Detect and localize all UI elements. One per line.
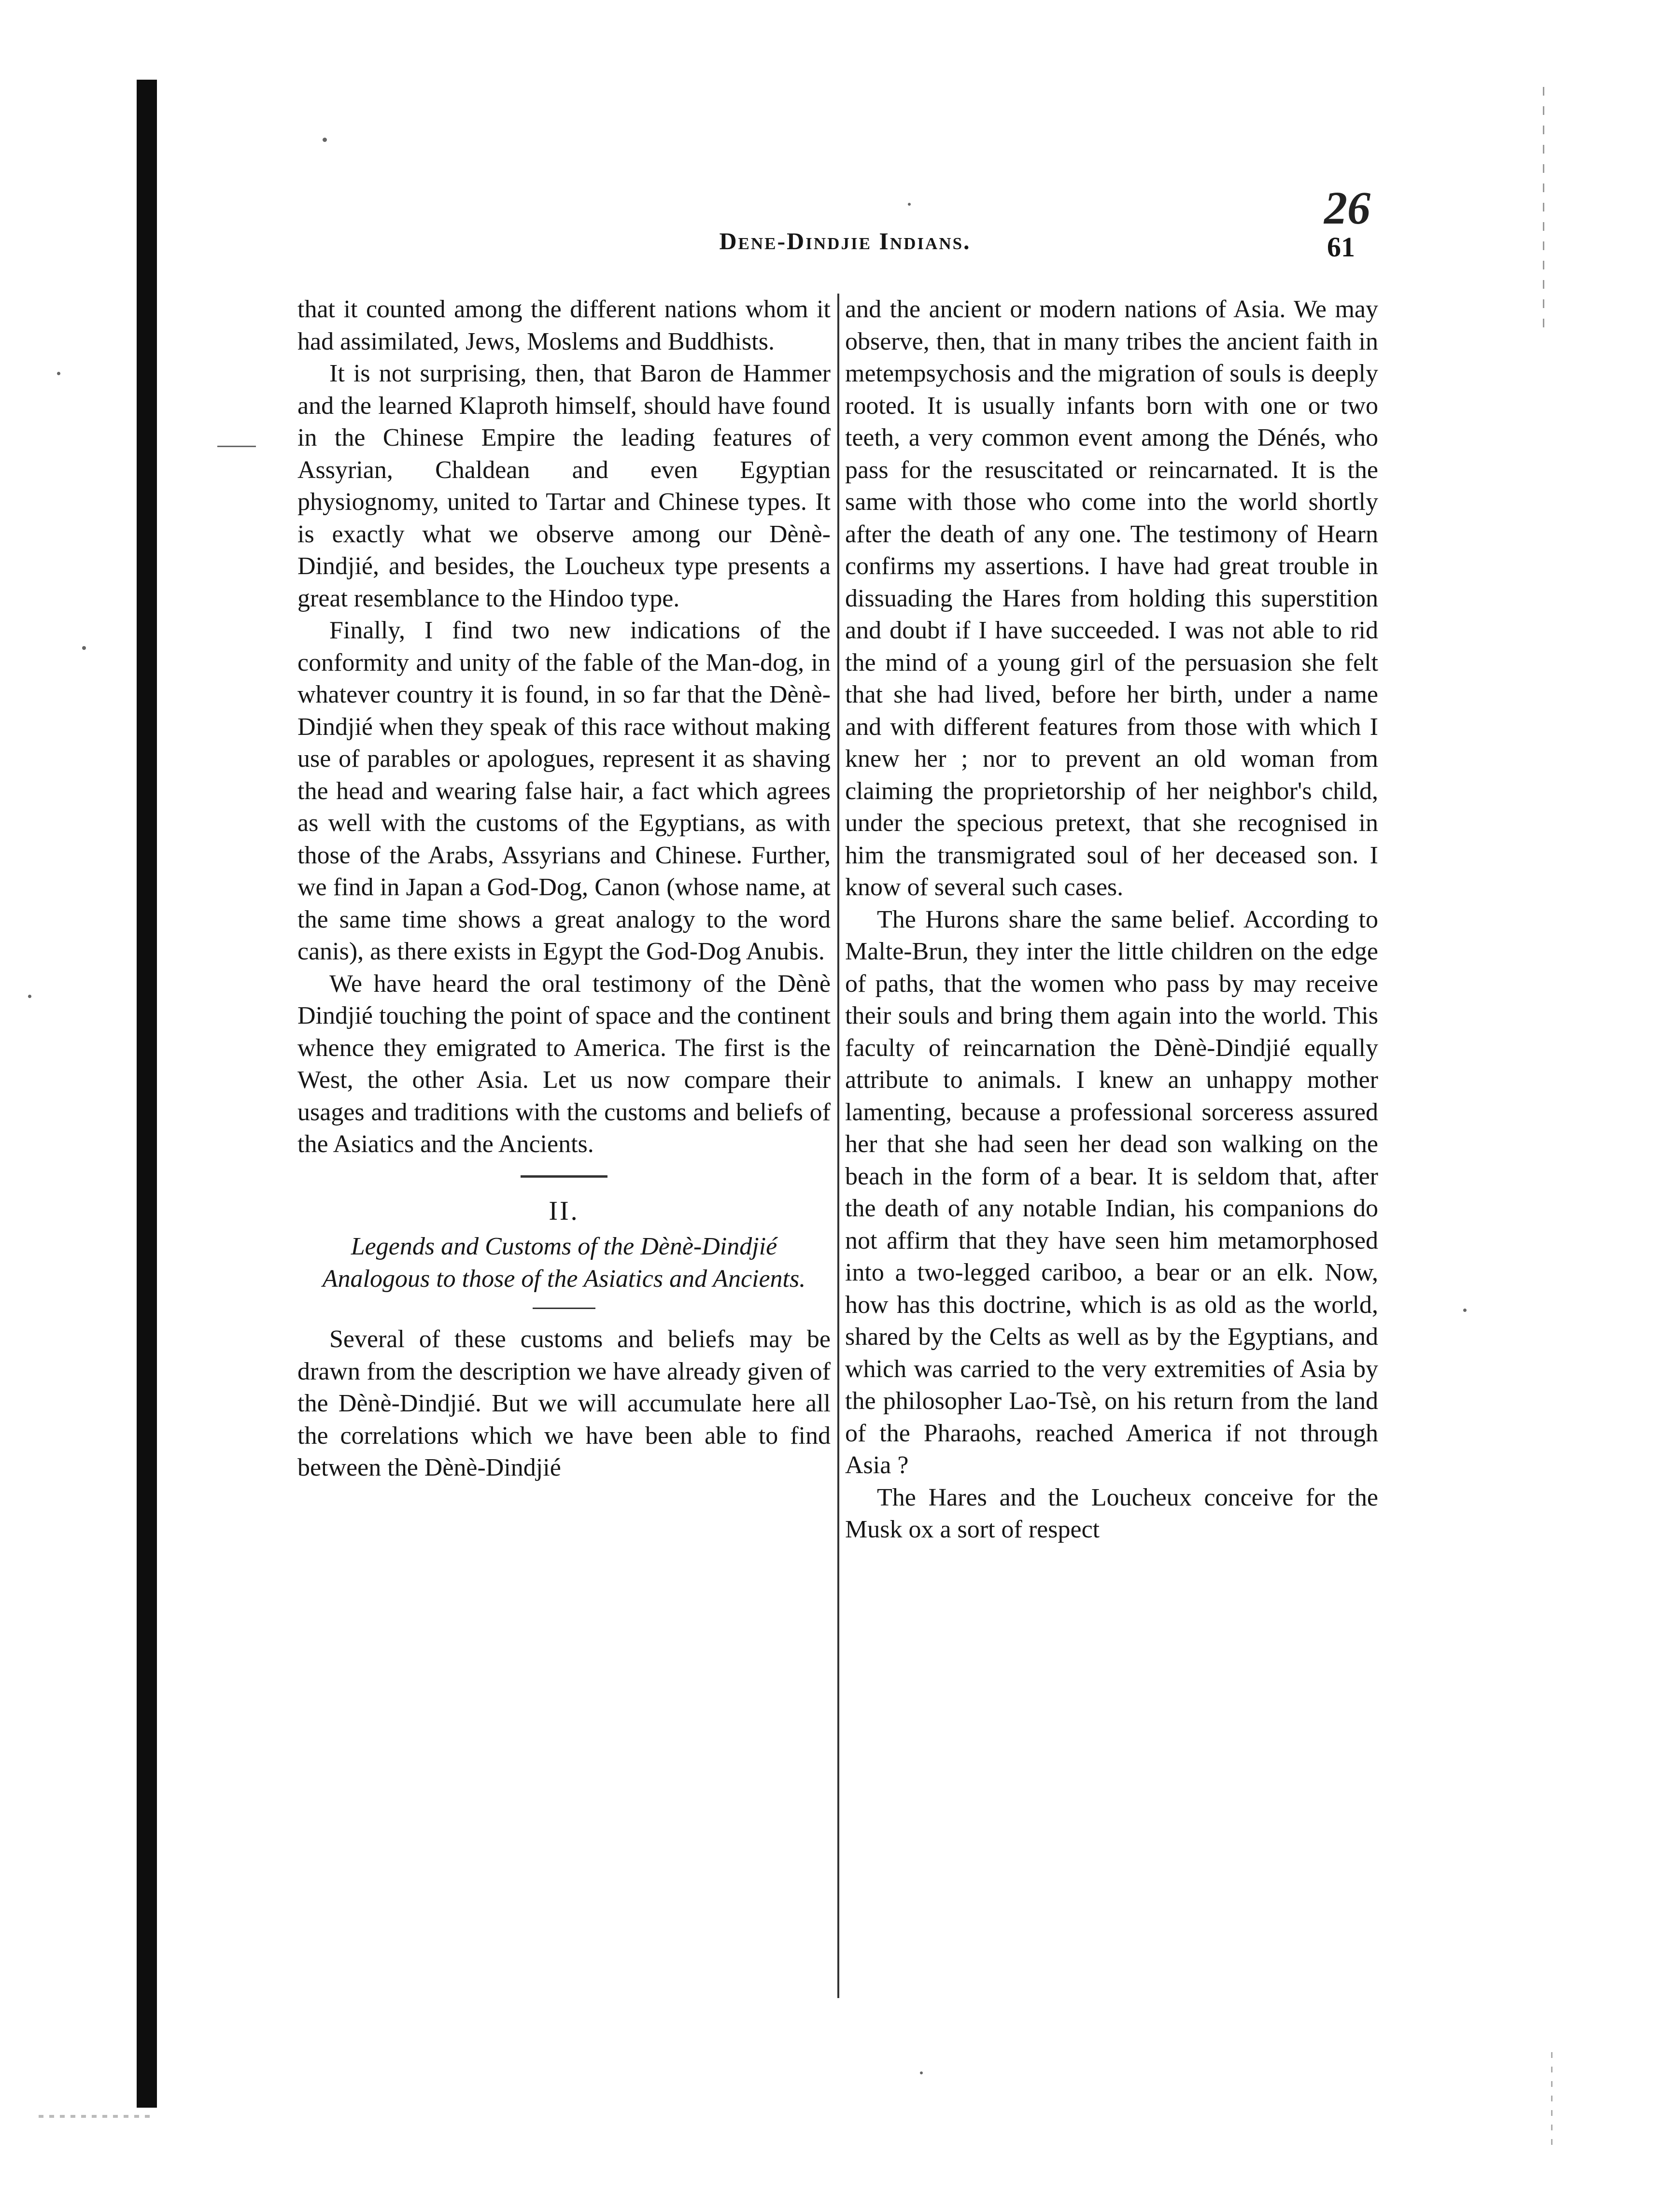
- page-edge-marks: [1543, 87, 1544, 338]
- paragraph: Several of these customs and beliefs may be drawn from the description we have already given of the Dènè-Dindjié. But we will accumulate here all the correlations which we have been able to find between the Dènè-Dindjié: [297, 1325, 831, 1481]
- paragraph: It is not surprising, then, that Baron de Hammer and the learned Klaproth himself, should have found in the Chinese Empire the leading features of Assyrian, Chaldean and even Egyptian physiognomy, united to Tartar and Chinese types. It is exactly what we observe among our Dènè-Dindjié, and besides, the Loucheux type presents a great resemblance to the Hindoo type.: [297, 360, 831, 612]
- scan-speck: [1463, 1309, 1467, 1312]
- handwritten-folio-number: 26: [1324, 182, 1370, 234]
- section-title: Legends and Customs of the Dènè-Dindjié Analogous to those of the Asiatics and Ancients.: [322, 1233, 806, 1293]
- scan-speck: [920, 2071, 923, 2074]
- book-spine-shadow: [137, 80, 157, 2108]
- paragraph: Finally, I find two new indications of the conformity and unity of the fable of the Man-dog, in whatever country it is found, in so far that the Dènè-Dindjié when they speak of this race without making use of parables or apologues, represent it as shaving the head and wearing false hair, a fact which agrees as well with the customs of the Egyptians, as with those of the Arabs, Assyrians and Chinese. Further, we find in Japan a God-Dog, Canon (whose name, at the same time shows a great analogy to the word canis), as there exists in Egypt the God-Dog Anubis.: [297, 617, 831, 965]
- page-number: 61: [1327, 231, 1355, 263]
- scan-speck: [57, 372, 60, 375]
- paragraph: The Hares and the Loucheux conceive for the Musk ox a sort of respect: [845, 1483, 1378, 1543]
- column-rule: [837, 294, 839, 1998]
- scan-speck: [908, 203, 911, 206]
- scan-speck: [28, 995, 31, 998]
- paragraph: We have heard the oral testimony of the Dènè Dindjié touching the point of space and the continent whence they emigrated to America. The first is the West, the other Asia. Let us now compare their usages and traditions with the customs and beliefs of the Asiatics and the Ancients.: [297, 970, 831, 1158]
- section-divider: [521, 1175, 607, 1178]
- right-column: [845, 294, 1378, 1546]
- margin-mark: [217, 446, 256, 447]
- running-title: Dene-Dindjie Indians.: [719, 227, 971, 254]
- paragraph: The Hurons share the same belief. According to Malte-Brun, they inter the little children on the edge of paths, that the women who pass by may receive their souls and bring them again into the world. This faculty of reincarnation the Dènè-Dindjié equally attribute to animals. I knew an unhappy mother lamenting, because a professional sorceress assured her that she had seen her dead son walking on the beach in the form of a bear. It is seldom that, after the death of any notable Indian, his companions do not affirm that they have seen him metamorphosed into a two-legged cariboo, a bear or an elk. Now, how has this doctrine, which is as old as the world, shared by the Celts as well as by the Egyptians, and which was carried to the very extremities of Asia by the philosopher Lao-Tsè, on his return from the land of the Pharaohs, reached America if not through Asia ?: [845, 905, 1378, 1479]
- left-column: [297, 294, 831, 1484]
- scan-speck: [323, 138, 327, 142]
- paragraph: that it counted among the different nations whom it had assimilated, Jews, Moslems and Buddhists.: [297, 296, 831, 355]
- section-divider: [533, 1308, 595, 1309]
- page-edge-marks-bottom: [1551, 2052, 1553, 2149]
- scan-speck: [82, 646, 86, 650]
- section-number: II.: [549, 1196, 579, 1226]
- paragraph: and the ancient or modern nations of Asia. We may observe, then, that in many tribes the ancient faith in metempsychosis and the migration of souls is deeply rooted. It is usually infants born with one or two teeth, a very common event among the Dénés, who pass for the resuscitated or reincarnated. It is the same with those who come into the world shortly after the death of any one. The testimony of Hearn confirms my assertions. I have had great trouble in dissuading the Hares from holding this superstition and doubt if I have succeeded. I was not able to rid the mind of a young girl of the persuasion she felt that she had lived, before her birth, under a name and with different features from those with which I knew her ; nor to prevent an old woman from claiming the proprietorship of her neighbor's child, under the specious pretext, that she recognised in him the transmigrated soul of her deceased son. I know of several such cases.: [845, 296, 1378, 901]
- scan-noise: [39, 2115, 155, 2118]
